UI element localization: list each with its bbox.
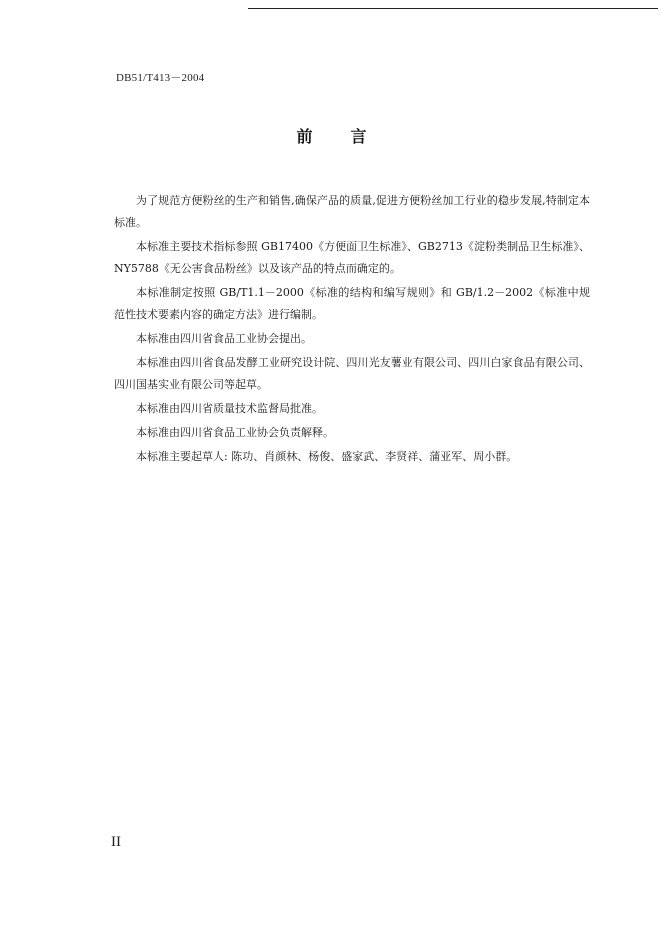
paragraph-proposer: 本标准由四川省食品工业协会提出。 [136,332,312,345]
paragraph-drafting-units: 本标准由四川省食品发酵工业研究设计院、四川光友薯业有限公司、四川白家食品有限公司、四川国基实业有限公司等起草。 [114,356,590,391]
title-char-2: 言 [350,127,367,146]
page-title [0,124,663,147]
paragraph-drafters: 本标准主要起草人: 陈功、肖颜林、杨俊、盛家武、李贤祥、蒲亚军、周小群。 [136,450,518,463]
foreword-body [114,190,590,470]
header-rule [248,8,658,9]
page-number: II [111,834,121,850]
paragraph-interpreter: 本标准由四川省食品工业协会负责解释。 [136,426,334,439]
paragraph-drafting-rules: 本标准制定按照 GB/T1.1－2000《标准的结构和编写规则》和 GB/1.2－2002《标准中规范性技术要素内容的确定方法》进行编制。 [114,286,590,321]
paragraph-purpose: 为了规范方便粉丝的生产和销售,确保产品的质量,促进方便粉丝加工行业的稳步发展,特制定本标准。 [114,194,590,229]
title-char-1: 前 [296,127,313,146]
document-id: DB51/T413－2004 [116,72,205,84]
paragraph-approver: 本标准由四川省质量技术监督局批准。 [136,402,323,415]
paragraph-technical-references: 本标准主要技术指标参照 GB17400《方便面卫生标准》、GB2713《淀粉类制品卫生标准》、NY5788《无公害食品粉丝》以及该产品的特点而确定的。 [114,240,590,275]
